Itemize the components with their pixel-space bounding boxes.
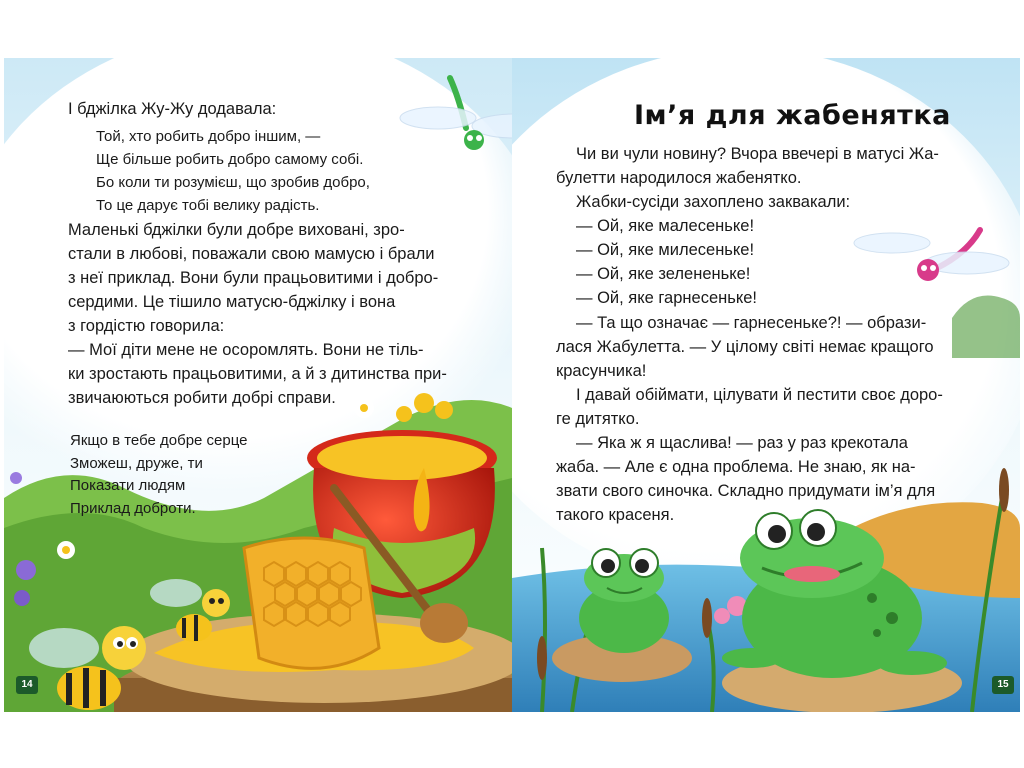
body-line: Чи ви чули новину? Вчора ввечері в матусі Жа-: [576, 145, 939, 163]
paragraph-line: ки зростають працьовитими, а й з дитинства при-: [68, 365, 447, 383]
body-line: звати свого синочка. Складно придумати ім’я для: [556, 482, 936, 500]
body-line: — Та що означає — гарнесеньке?! — образи-: [576, 314, 927, 332]
verse-1-line: То це дарує тобі велику радість.: [96, 197, 320, 214]
verse-2-line: Приклад доброти.: [70, 500, 196, 517]
paragraph-line: з гордістю говорила:: [68, 317, 225, 335]
verse-2-line: Зможеш, друже, ти: [70, 455, 203, 472]
body-line: красунчика!: [556, 362, 647, 380]
body-line: — Яка ж я щаслива! — раз у раз крекотала: [576, 434, 908, 452]
book-spread: [4, 58, 1020, 712]
body-line: ге дитятко.: [556, 410, 640, 428]
paragraph-line: сердими. Це тішило матусю-бджілку і вона: [68, 293, 396, 311]
body-line: Жабки-сусіди захоплено заквакали:: [576, 193, 851, 211]
verse-1-line: Той, хто робить добро іншим, —: [96, 128, 321, 145]
page-number-15: 15: [992, 676, 1014, 694]
paragraph-line: — Мої діти мене не осоромлять. Вони не тіль-: [68, 341, 424, 359]
body-line: — Ой, яке зелененьке!: [576, 265, 751, 283]
body-line: булетти народилося жабенятко.: [556, 169, 802, 187]
verse-2-line: Показати людям: [70, 477, 186, 494]
body-line: жаба. — Але є одна проблема. Не знаю, як на-: [556, 458, 916, 476]
verse-2-line: Якщо в тебе добре серце: [70, 432, 248, 449]
body-line: такого красеня.: [556, 506, 675, 524]
page-number-14: 14: [16, 676, 38, 694]
paragraph-line: Маленькі бджілки були добре виховані, зро-: [68, 221, 405, 239]
paragraph-line: стали в любові, поважали свою мамусю і брали: [68, 245, 435, 263]
intro-line: І бджілка Жу-Жу додавала:: [68, 100, 277, 118]
body-line: лася Жабулетта. — У цілому світі немає кращого: [556, 338, 934, 356]
verse-1-line: Бо коли ти розумієш, що зробив добро,: [96, 174, 370, 191]
verse-1-line: Ще більше робить добро самому собі.: [96, 151, 364, 168]
left-page: [4, 58, 512, 712]
paragraph-line: звичаюються робити добрі справи.: [68, 389, 336, 407]
right-page: [512, 58, 1020, 712]
body-line: — Ой, яке малесеньке!: [576, 217, 755, 235]
paragraph-line: з неї приклад. Вони були працьовитими і добро-: [68, 269, 439, 287]
body-line: І давай обіймати, цілувати й пестити своє доро-: [576, 386, 943, 404]
body-line: — Ой, яке гарнесеньке!: [576, 289, 758, 307]
story-title: Ім’я для жабенятка: [634, 100, 951, 131]
body-line: — Ой, яке милесеньке!: [576, 241, 755, 259]
